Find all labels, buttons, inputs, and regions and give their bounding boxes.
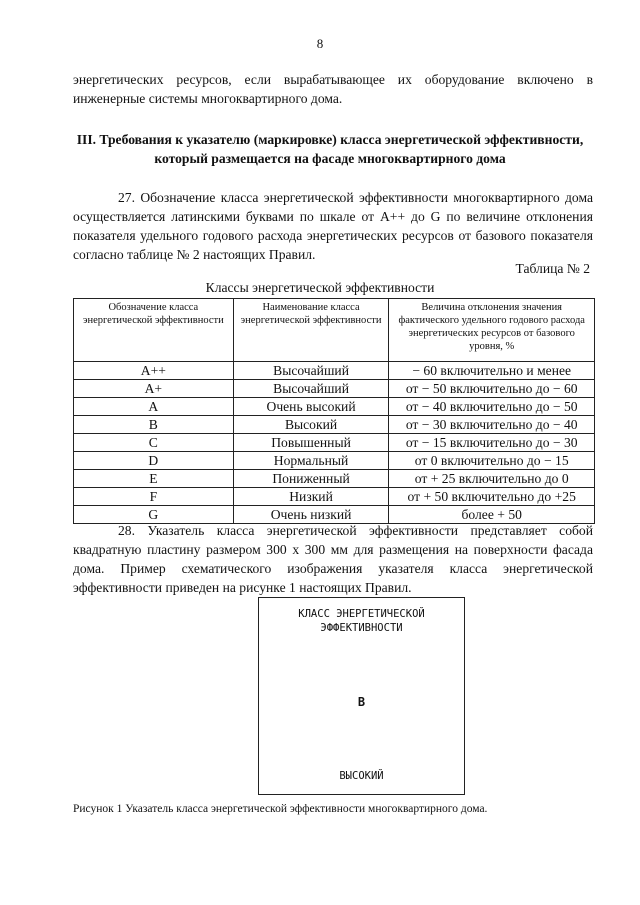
cell-deviation: от − 30 включительно до − 40: [389, 416, 595, 434]
sign-class-level: ВЫСОКИЙ: [339, 770, 384, 782]
cell-class: G: [74, 506, 234, 524]
table-row: [74, 380, 595, 398]
table-row: [74, 434, 595, 452]
intro-paragraph: энергетических ресурсов, если вырабатывающее их оборудование включено в инженерные системы многоквартирного дома.: [73, 72, 593, 106]
cell-name: Очень высокий: [233, 398, 389, 416]
cell-class: D: [74, 452, 234, 470]
cell-name: Низкий: [233, 488, 389, 506]
cell-deviation: от − 40 включительно до − 50: [389, 398, 595, 416]
cell-name: Повышенный: [233, 434, 389, 452]
cell-class: F: [74, 488, 234, 506]
paragraph-28: 28. Указатель класса энергетической эффективности представляет собой квадратную пластину размером 300 х 300 мм для размещения на поверхности фасада дома. Пример схематического изображения указателя класса энергетической эффективности приведен на рисунке 1 настоящих Правил.: [73, 523, 593, 595]
table-row: [74, 470, 595, 488]
energy-classes-table: [73, 298, 595, 524]
header-deviation: Величина отклонения значения фактического удельного годового расхода энергетических ресурсов от базового уровня, %: [389, 299, 595, 362]
cell-class: A+: [74, 380, 234, 398]
cell-deviation: от + 25 включительно до 0: [389, 470, 595, 488]
cell-class: A++: [74, 362, 234, 380]
table-row: [74, 416, 595, 434]
header-class-designation: Обозначение класса энергетической эффективности: [74, 299, 234, 362]
cell-deviation: − 60 включительно и менее: [389, 362, 595, 380]
cell-class: E: [74, 470, 234, 488]
table-row: [74, 362, 595, 380]
table-row: [74, 452, 595, 470]
energy-class-sign-figure: [258, 597, 465, 795]
table-header-row: [74, 299, 595, 362]
cell-deviation: от + 50 включительно до +25: [389, 488, 595, 506]
header-class-name: Наименование класса энергетической эффективности: [233, 299, 389, 362]
paragraph-27: 27. Обозначение класса энергетической эффективности многоквартирного дома осуществляется латинскими буквами по шкале от A++ до G по величине отклонения показателя удельного годового расхода энергетических ресурсов от базового показателя согласно таблице № 2 настоящих Правил.: [73, 190, 593, 262]
table-row: [74, 488, 595, 506]
table-caption: Классы энергетической эффективности: [205, 280, 435, 295]
cell-name: Нормальный: [233, 452, 389, 470]
cell-class: C: [74, 434, 234, 452]
cell-name: Пониженный: [233, 470, 389, 488]
cell-deviation: от − 15 включительно до − 30: [389, 434, 595, 452]
cell-deviation: более + 50: [389, 506, 595, 524]
cell-deviation: от − 50 включительно до − 60: [389, 380, 595, 398]
sign-title: КЛАСС ЭНЕРГЕТИЧЕСКОЙ ЭФФЕКТИВНОСТИ: [298, 608, 425, 634]
cell-name: Высочайший: [233, 380, 389, 398]
cell-class: A: [74, 398, 234, 416]
cell-name: Высокий: [233, 416, 389, 434]
sign-class-letter: B: [357, 695, 366, 709]
table-label: Таблица № 2: [515, 261, 590, 276]
section-heading: III. Требования к указателю (маркировке) класса энергетической эффективности, который размещается на фасаде многоквартирного дома: [76, 132, 584, 166]
table-row: [74, 398, 595, 416]
cell-name: Высочайший: [233, 362, 389, 380]
figure-caption: Рисунок 1 Указатель класса энергетической эффективности многоквартирного дома.: [73, 803, 488, 815]
page-number: 8: [316, 36, 324, 51]
cell-deviation: от 0 включительно до − 15: [389, 452, 595, 470]
cell-name: Очень низкий: [233, 506, 389, 524]
cell-class: B: [74, 416, 234, 434]
